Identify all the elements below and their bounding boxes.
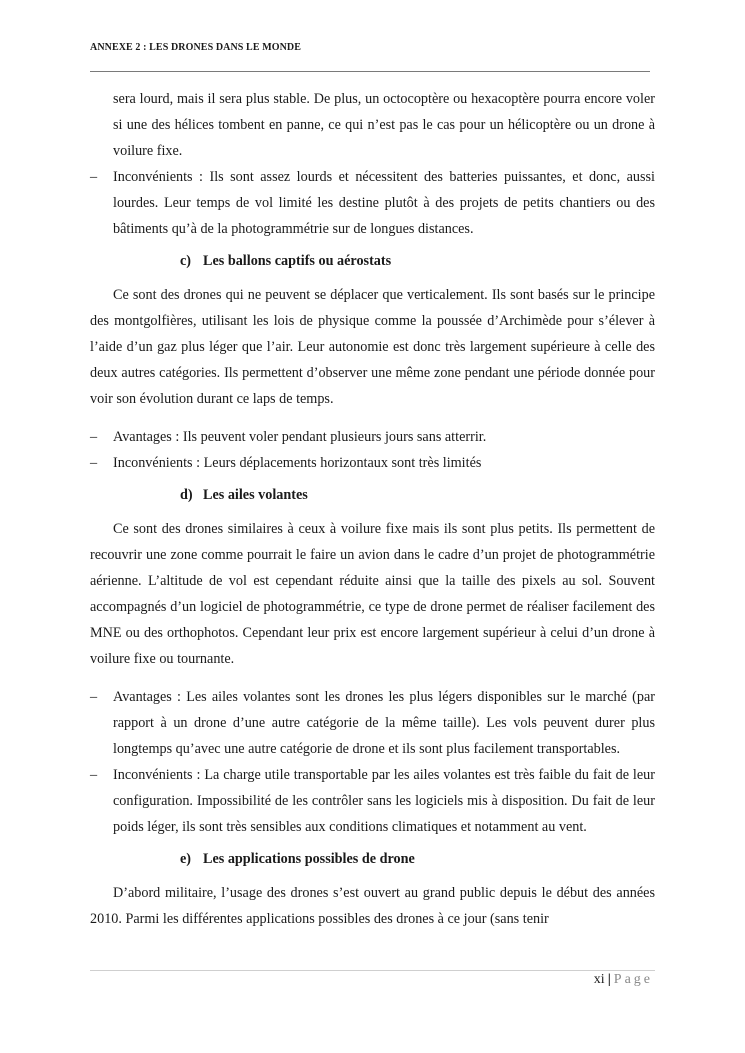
running-header: ANNEXE 2 : LES DRONES DANS LE MONDE [90,42,302,53]
section-paragraph: D’abord militaire, l’usage des drones s’est ouvert au grand public depuis le début des années 2010. Parmi les différentes applications possibles des drones à ce jour (sans tenir [90,885,655,927]
footer-divider [90,970,655,971]
list-item-text: Avantages : Les ailes volantes sont les drones les plus légers disponibles sur le marché (par rapport à un drone d’une autre catégorie de la même taille). Les vols peuvent durer plus longtemps qu’avec une autre catégorie de drone et ils sont plus facilement transportables. [113,689,655,757]
dash-marker: – [90,429,98,445]
section-heading-c [90,248,655,274]
section-bullet-list [90,684,655,840]
dash-marker: – [90,455,98,471]
section-paragraph: Ce sont des drones similaires à ceux à voilure fixe mais ils sont plus petits. Ils permettent de recouvrir une zone comme pourrait le faire un avion dans le cadre d’un projet de photogrammétrie aérienne. L’altitude de vol est cependant réduite ainsi que la taille des pixels au sol. Souvent accompagnés d’un logiciel de photogrammétrie, ce type de drone permet de réaliser facilement des MNE ou des orthophotos. Cependant leur prix est encore largement supérieur à celui d’un drone à voilure fixe ou tournante. [90,521,655,667]
footer-separator: | [607,972,611,987]
dash-marker: – [90,767,98,783]
section-title: Les ailes volantes [203,487,308,503]
list-item [90,762,655,840]
section-letter: d) [180,487,193,503]
section-title: Les applications possibles de drone [203,851,415,867]
page-label: Page [613,972,653,987]
section-heading-e [90,846,655,872]
dash-marker: – [90,169,98,185]
section-heading-d [90,482,655,508]
page-body [90,86,655,932]
list-item [90,424,655,450]
list-item [90,450,655,476]
list-item-text: Inconvénients : Ils sont assez lourds et nécessitent des batteries puissantes, et donc, aussi lourdes. Leur temps de vol limité les destine plutôt à des projets de petits chantiers ou des bâtiments qu’à de la photogrammétrie sur de longues distances. [113,169,655,237]
list-item-text: Avantages : Ils peuvent voler pendant plusieurs jours sans atterrir. [113,429,487,445]
section-letter: c) [180,253,192,269]
section-bullet-list [90,424,655,476]
list-item-text: Inconvénients : Leurs déplacements horizontaux sont très limités [113,455,482,471]
list-item [90,684,655,762]
page-footer [594,972,653,988]
continued-paragraph: sera lourd, mais il sera plus stable. De plus, un octocoptère ou hexacoptère pourra encore voler si une des hélices tombent en panne, ce qui n’est pas le cas pour un hélicoptère ou un drone à voilure fixe. [113,91,655,159]
section-paragraph: Ce sont des drones qui ne peuvent se déplacer que verticalement. Ils sont basés sur le principe des montgolfières, utilisant les lois de physique comme la poussée d’Archimède pour s’élever à l’aide d’un gaz plus léger que l’air. Leur autonomie est donc très largement supérieure à celle des deux autres catégories. Ils permettent d’observer une même zone pendant une période donnée pour voir son évolution durant ce laps de temps. [90,287,655,407]
list-item-text: Inconvénients : La charge utile transportable par les ailes volantes est très faible du fait de leur configuration. Impossibilité de les contrôler sans les logiciels mis à disposition. Du fait de leur poids léger, ils sont très sensibles aux conditions climatiques et notamment au vent. [113,767,655,835]
intro-bullet-list [90,164,655,242]
list-item [90,164,655,242]
section-letter: e) [180,851,192,867]
section-title: Les ballons captifs ou aérostats [203,253,392,269]
page-number: xi [593,972,605,987]
dash-marker: – [90,689,98,705]
header-divider [90,71,650,72]
